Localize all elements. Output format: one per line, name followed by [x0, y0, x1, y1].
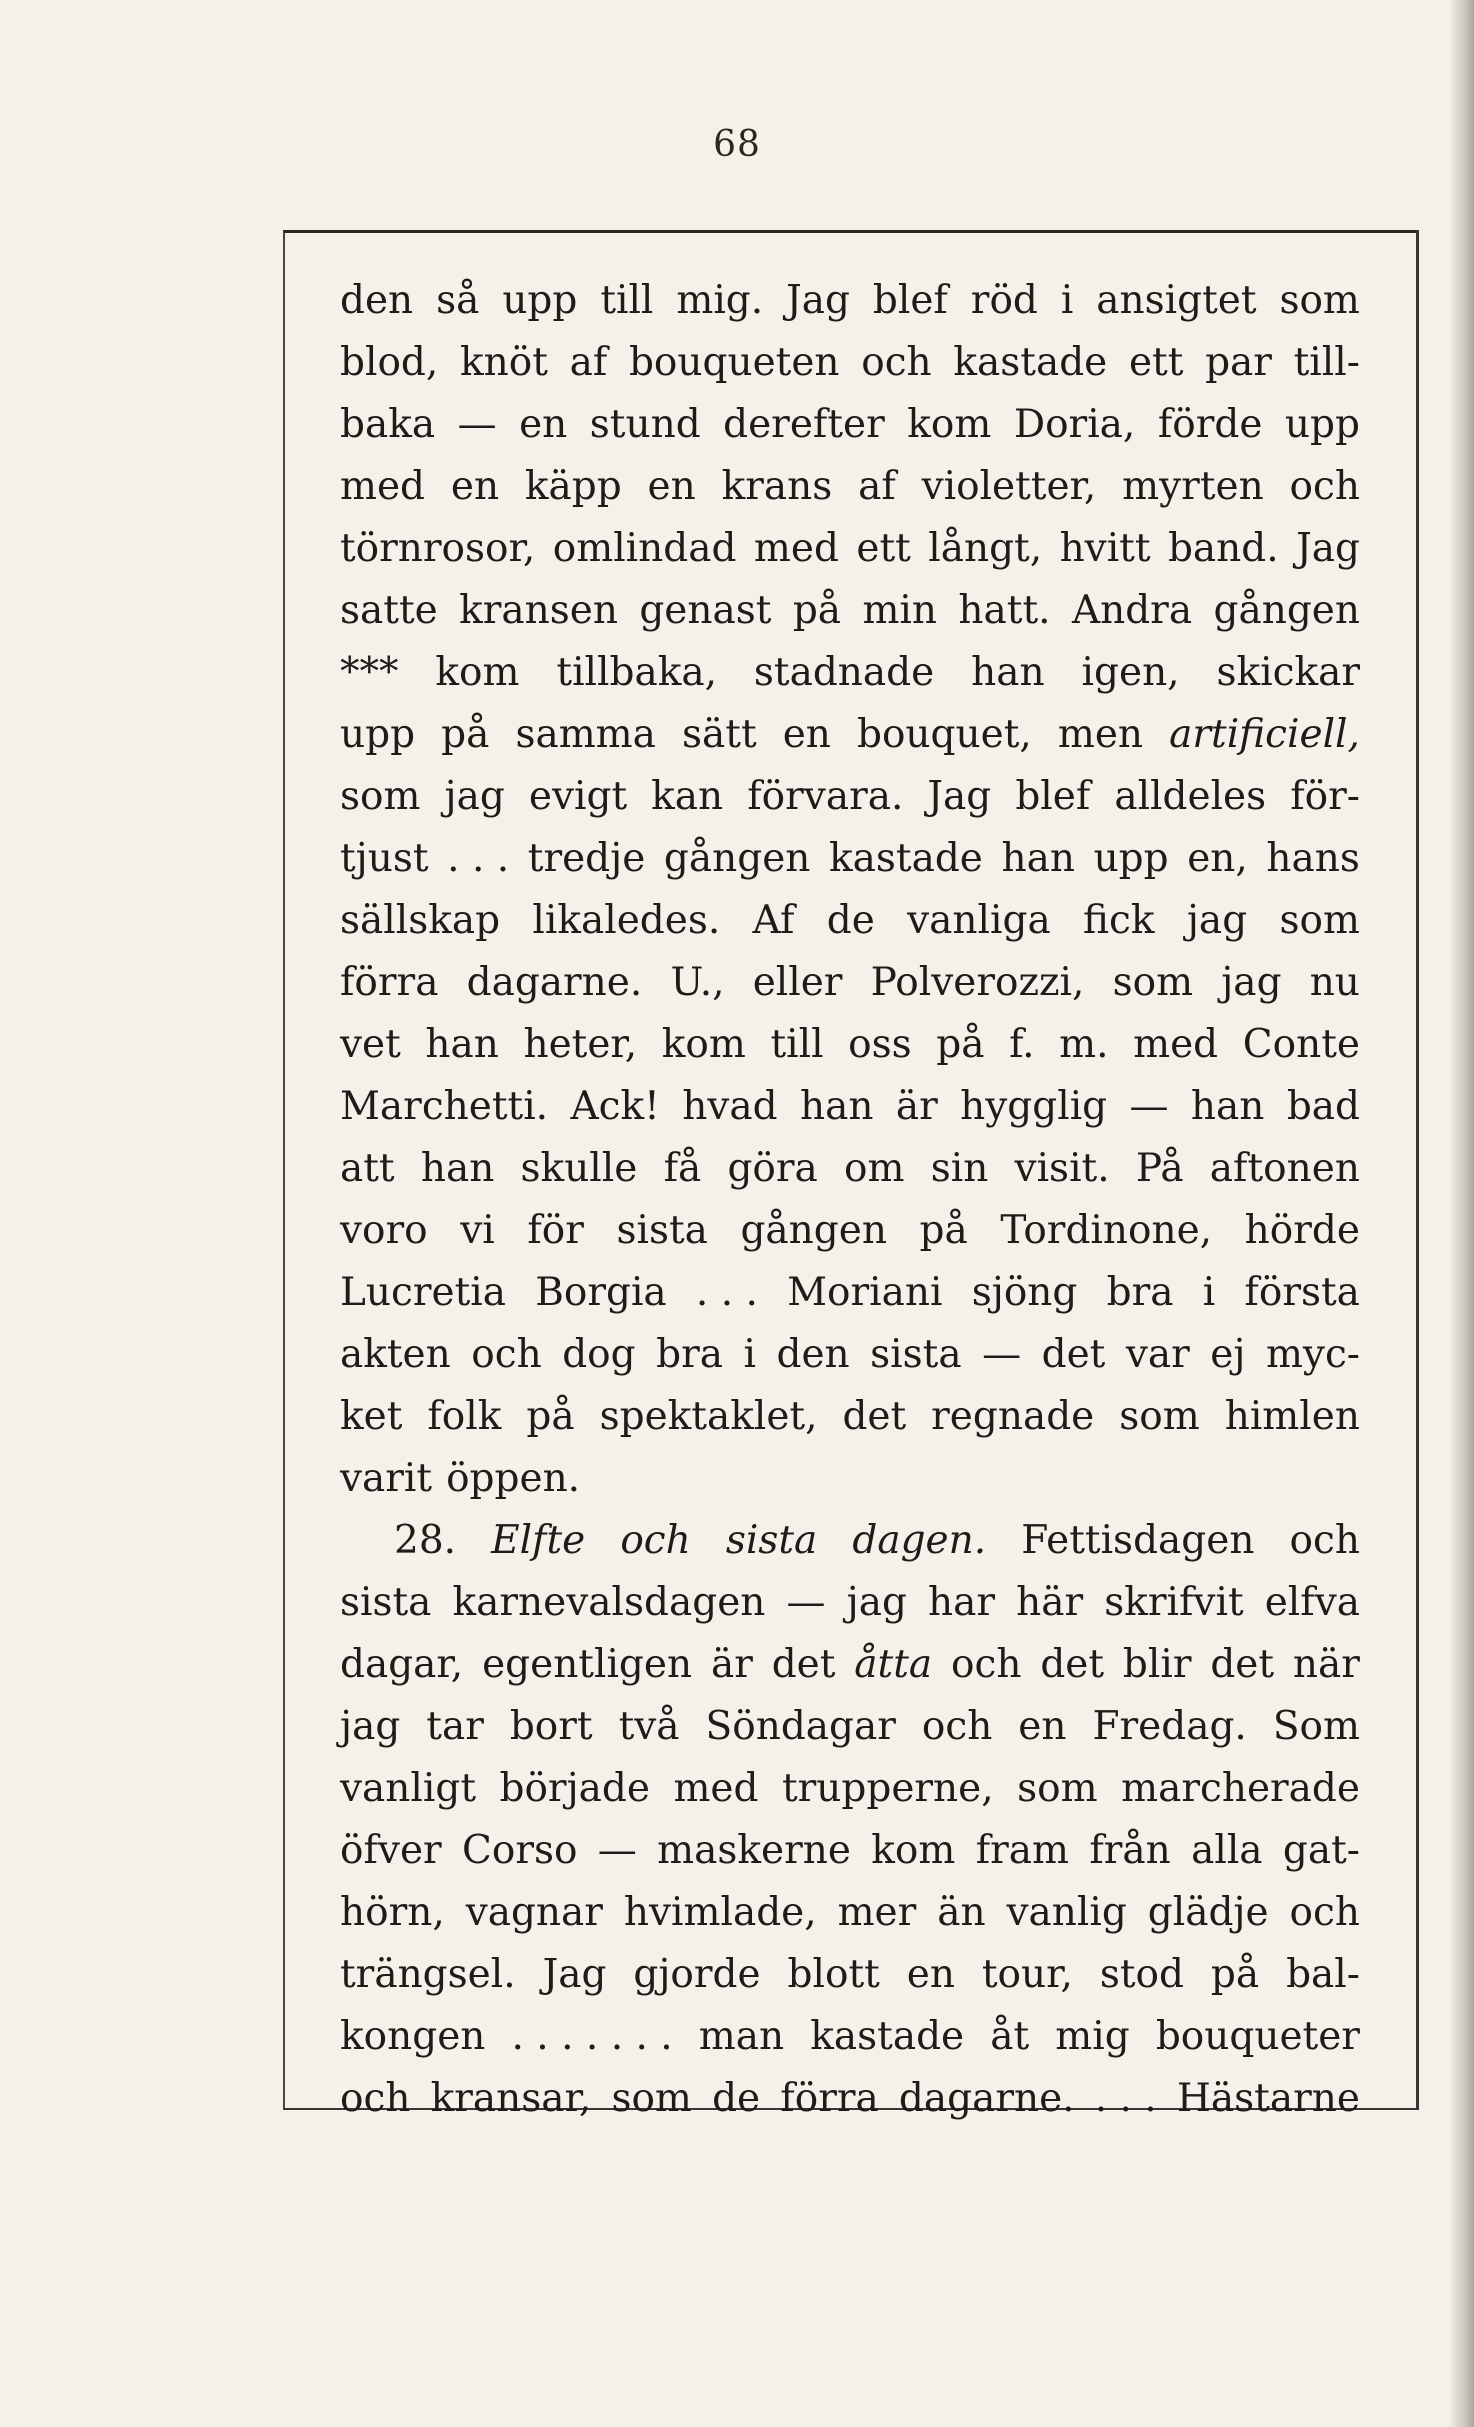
word: började	[499, 1766, 650, 1811]
word: Marchetti.	[340, 1084, 549, 1129]
word: sjöng	[971, 1270, 1078, 1315]
word: han	[1001, 836, 1075, 881]
word: sällskap	[340, 898, 501, 943]
text-line	[340, 1448, 1360, 1510]
word: igen,	[1081, 650, 1180, 695]
word: med	[753, 526, 839, 571]
word: ansigtet	[1096, 278, 1257, 323]
word: åtta	[854, 1642, 933, 1687]
word: åt	[990, 2014, 1030, 2059]
word: hvitt	[1059, 526, 1151, 571]
word: Jag	[927, 774, 992, 819]
word: Polverozzi,	[870, 960, 1085, 1005]
word: ej	[1210, 1332, 1246, 1377]
word: hörn,	[340, 1890, 445, 1935]
word: sista	[340, 1580, 432, 1625]
word: oss	[848, 1022, 912, 1067]
word: varit	[340, 1456, 433, 1501]
word: . . . . . . .	[511, 2014, 673, 2059]
word: Doria,	[1013, 402, 1136, 447]
word: sista	[616, 1208, 708, 1253]
word: en	[450, 464, 500, 509]
word: skulle	[520, 1146, 638, 1191]
word: fick	[1083, 898, 1155, 943]
text-line	[340, 828, 1360, 890]
word: fram	[975, 1828, 1069, 1873]
word: han	[799, 1084, 874, 1129]
word: stod	[1099, 1952, 1184, 1997]
word: omlindad	[552, 526, 737, 571]
page-edge-shadow	[1448, 0, 1474, 2427]
word: ***	[340, 650, 399, 695]
word: jag	[1186, 898, 1248, 943]
word: och	[921, 1704, 993, 1749]
word: skrifvit	[1104, 1580, 1244, 1625]
word: hvimlade,	[623, 1890, 817, 1935]
word: gat-	[1282, 1828, 1360, 1873]
word: U.,	[670, 960, 725, 1005]
word: kransen	[459, 588, 618, 633]
word: en	[782, 712, 831, 757]
text-line	[340, 1262, 1360, 1324]
word: förvara.	[747, 774, 904, 819]
word: sätt	[682, 712, 757, 757]
text-line	[340, 580, 1360, 642]
word: På	[1135, 1146, 1184, 1191]
text-line	[340, 1138, 1360, 1200]
word: som	[340, 774, 421, 819]
word: trupperne,	[781, 1766, 994, 1811]
word: ett	[856, 526, 911, 571]
word: nu	[1309, 960, 1360, 1005]
word: kongen	[340, 2014, 486, 2059]
word: det	[1210, 1642, 1275, 1687]
word: kan	[651, 774, 724, 819]
word: öfver	[340, 1828, 442, 1873]
word: en	[647, 464, 696, 509]
word: alldeles	[1114, 774, 1267, 819]
word: alla	[1191, 1828, 1263, 1873]
body-text	[340, 270, 1360, 2130]
word: den	[776, 1332, 850, 1377]
word: kastade	[953, 340, 1108, 385]
word: band.	[1167, 526, 1279, 571]
text-line	[340, 2006, 1360, 2068]
text-line	[340, 704, 1360, 766]
word: vanliga	[907, 898, 1051, 943]
word: violetter,	[921, 464, 1097, 509]
word: jag	[1221, 960, 1282, 1005]
word: som	[611, 2076, 692, 2121]
text-line	[340, 1324, 1360, 1386]
word: en	[1018, 1704, 1067, 1749]
word: mer	[837, 1890, 917, 1935]
word: regnade	[931, 1394, 1095, 1439]
word: gången	[1213, 588, 1360, 633]
word: satte	[340, 588, 438, 633]
word: han	[420, 1146, 495, 1191]
word: till	[770, 1022, 824, 1067]
text-frame-right-rule	[1416, 230, 1419, 2110]
text-line	[340, 1944, 1360, 2006]
word: i	[1060, 278, 1074, 323]
text-line	[340, 1572, 1360, 1634]
word: kom	[907, 402, 992, 447]
page-number: 68	[713, 124, 761, 165]
word: käpp	[524, 464, 622, 509]
word: för	[527, 1208, 584, 1253]
word: Ack!	[570, 1084, 660, 1129]
word: hörde	[1244, 1208, 1360, 1253]
word: vet	[340, 1022, 401, 1067]
word: min	[862, 588, 938, 633]
word: jag	[846, 1580, 907, 1625]
word: hvad	[682, 1084, 778, 1129]
word: —	[457, 402, 497, 447]
word: sista	[870, 1332, 962, 1377]
word: voro	[340, 1208, 428, 1253]
word: bort	[509, 1704, 593, 1749]
word: upp	[340, 712, 416, 757]
word: mig.	[676, 278, 764, 323]
word: tar	[426, 1704, 484, 1749]
word: öppen.	[446, 1456, 581, 1501]
word: glädje	[1147, 1890, 1269, 1935]
word: upp	[1093, 836, 1169, 881]
word: till-	[1293, 340, 1360, 385]
word: om	[844, 1146, 905, 1191]
word: tredje	[527, 836, 646, 881]
word: derefter	[723, 402, 885, 447]
word: han	[971, 650, 1045, 695]
word: blef	[872, 278, 948, 323]
word: få	[663, 1146, 702, 1191]
word: och	[340, 2076, 411, 2121]
text-line	[340, 1758, 1360, 1820]
word: —	[982, 1332, 1022, 1377]
word: tour,	[981, 1952, 1073, 1997]
word: och	[951, 1642, 1022, 1687]
word: förde	[1157, 402, 1263, 447]
word: samma	[515, 712, 656, 757]
word: på	[1210, 1952, 1260, 1997]
word: blir	[1122, 1642, 1192, 1687]
word: dog	[562, 1332, 636, 1377]
word: m.	[1059, 1022, 1109, 1067]
word: af	[858, 464, 896, 509]
word: till	[600, 278, 654, 323]
word: och	[861, 340, 932, 385]
word: det	[842, 1394, 907, 1439]
word: på	[526, 1394, 575, 1439]
word: tjust	[340, 836, 429, 881]
word: det	[771, 1642, 836, 1687]
word: par	[1205, 340, 1272, 385]
word: kom	[661, 1022, 746, 1067]
text-line	[340, 1510, 1360, 1572]
word: en	[906, 1952, 955, 1997]
word: Fredag.	[1092, 1704, 1247, 1749]
text-line	[340, 394, 1360, 456]
word: Tordinone,	[1000, 1208, 1213, 1253]
text-line	[340, 1820, 1360, 1882]
word: det	[1040, 1642, 1105, 1687]
word: Moriani	[787, 1270, 943, 1315]
word: ket	[340, 1394, 403, 1439]
word: i	[1202, 1270, 1216, 1315]
word: och	[471, 1332, 542, 1377]
word: visit.	[1014, 1146, 1110, 1191]
word: . . .	[447, 836, 510, 881]
word: för-	[1290, 774, 1360, 819]
word: upp	[1284, 402, 1360, 447]
word: himlen	[1224, 1394, 1360, 1439]
word: dagarne.	[898, 2076, 1075, 2121]
word: elfva	[1264, 1580, 1360, 1625]
word: första	[1244, 1270, 1360, 1315]
word: men	[1057, 712, 1144, 757]
word: Söndagar	[705, 1704, 896, 1749]
word: trängsel.	[340, 1952, 516, 1997]
word: kastade	[810, 2014, 965, 2059]
word: en,	[1187, 836, 1248, 881]
word: och	[1289, 1890, 1360, 1935]
word: bouqueten	[628, 340, 840, 385]
word: hans	[1266, 836, 1360, 881]
word: hatt.	[958, 588, 1051, 633]
word: här	[1016, 1580, 1084, 1625]
word: dagar,	[340, 1642, 464, 1687]
word: som	[1279, 278, 1360, 323]
word: blott	[787, 1952, 880, 1997]
word: bad	[1286, 1084, 1360, 1129]
word: kransar,	[430, 2076, 592, 2121]
text-line	[340, 642, 1360, 704]
text-line	[340, 456, 1360, 518]
word: baka	[340, 402, 436, 447]
text-line	[340, 332, 1360, 394]
text-line	[340, 270, 1360, 332]
word: gången	[740, 1208, 887, 1253]
word: —	[786, 1580, 826, 1625]
word: förra	[340, 960, 439, 1005]
word: artificiell,	[1169, 712, 1360, 757]
text-line	[340, 890, 1360, 952]
word: stund	[589, 402, 701, 447]
text-line	[340, 1076, 1360, 1138]
word: förra	[780, 2076, 879, 2121]
word: heter,	[523, 1022, 638, 1067]
word: som	[1017, 1766, 1098, 1811]
word: Lucretia	[340, 1270, 506, 1315]
text-line	[340, 952, 1360, 1014]
word: bra	[1106, 1270, 1174, 1315]
word: i	[743, 1332, 756, 1377]
word: . . .	[1094, 2076, 1157, 2121]
word: röd	[970, 278, 1038, 323]
word: på	[792, 588, 842, 633]
word: har	[928, 1580, 996, 1625]
word: vi	[460, 1208, 495, 1253]
text-line	[340, 518, 1360, 580]
word: han	[1190, 1084, 1265, 1129]
word: kom	[435, 650, 520, 695]
text-line	[340, 1882, 1360, 1944]
word: göra	[727, 1146, 818, 1191]
word: likaledes.	[532, 898, 721, 943]
word: så	[436, 278, 480, 323]
word: f.	[1009, 1022, 1035, 1067]
word: Som	[1272, 1704, 1360, 1749]
word: . . .	[695, 1270, 758, 1315]
word: karnevalsdagen	[452, 1580, 766, 1625]
word: bra	[656, 1332, 724, 1377]
word: och	[620, 1518, 691, 1563]
text-line	[340, 1696, 1360, 1758]
text-line	[340, 2068, 1360, 2130]
word: sista	[725, 1518, 818, 1563]
word: dagarne.	[466, 960, 643, 1005]
word: som	[1119, 1394, 1200, 1439]
word: knöt	[459, 340, 548, 385]
text-line	[340, 1634, 1360, 1696]
word: kom	[871, 1828, 956, 1873]
word: de	[712, 2076, 761, 2121]
word: är	[710, 1642, 753, 1687]
word: Af	[752, 898, 795, 943]
word: Conte	[1242, 1022, 1360, 1067]
word: egentligen	[482, 1642, 693, 1687]
word: genast	[639, 588, 772, 633]
word: Corso	[462, 1828, 578, 1873]
word: Borgia	[535, 1270, 667, 1315]
word: Jag	[1296, 526, 1360, 571]
word: myc-	[1265, 1332, 1360, 1377]
word: spektaklet,	[599, 1394, 818, 1439]
word: från	[1089, 1828, 1171, 1873]
word: skickar	[1216, 650, 1360, 695]
word: gjorde	[633, 1952, 761, 1997]
word: vanlig	[1006, 1890, 1127, 1935]
word: folk	[427, 1394, 502, 1439]
word: akten	[340, 1332, 451, 1377]
word: upp	[502, 278, 578, 323]
word: 28.	[394, 1518, 457, 1563]
word: var	[1125, 1332, 1190, 1377]
word: kastade	[829, 836, 983, 881]
word: som	[1279, 898, 1360, 943]
word: törnrosor,	[340, 526, 536, 571]
word: af	[569, 340, 608, 385]
word: evigt	[528, 774, 628, 819]
word: med	[673, 1766, 759, 1811]
text-line	[340, 1014, 1360, 1076]
word: och	[1289, 464, 1360, 509]
word: eller	[752, 960, 843, 1005]
word: stadnade	[753, 650, 935, 695]
word: det	[1041, 1332, 1106, 1377]
word: två	[618, 1704, 680, 1749]
word: på	[919, 1208, 968, 1253]
word: krans	[721, 464, 833, 509]
word: Andra	[1071, 588, 1193, 633]
word: man	[698, 2014, 785, 2059]
word: jag	[444, 774, 505, 819]
word: han	[425, 1022, 499, 1067]
word: och	[1289, 1518, 1360, 1563]
word: ett	[1128, 340, 1184, 385]
word: gången	[663, 836, 811, 881]
word: myrten	[1122, 464, 1264, 509]
word: på	[441, 712, 490, 757]
word: en	[519, 402, 568, 447]
word: jag	[340, 1704, 401, 1749]
word: aftonen	[1209, 1146, 1360, 1191]
word: att	[340, 1146, 395, 1191]
word: —	[597, 1828, 637, 1873]
word: tillbaka,	[556, 650, 717, 695]
word: Hästarne	[1176, 2076, 1360, 2121]
word: sin	[930, 1146, 989, 1191]
word: som	[1112, 960, 1194, 1005]
word: Elfte	[491, 1518, 586, 1563]
word: mig	[1055, 2014, 1130, 2059]
word: hygglig	[960, 1084, 1108, 1129]
word: blod,	[340, 340, 439, 385]
word: långt,	[928, 526, 1043, 571]
text-line	[340, 766, 1360, 828]
word: den	[340, 278, 414, 323]
word: är	[895, 1084, 938, 1129]
word: vagnar	[465, 1890, 603, 1935]
word: blef	[1015, 774, 1091, 819]
word: marcherade	[1121, 1766, 1360, 1811]
word: vanligt	[340, 1766, 476, 1811]
word: på	[936, 1022, 985, 1067]
word: bouqueter	[1155, 2014, 1360, 2059]
word: bal-	[1286, 1952, 1360, 1997]
word: med	[340, 464, 426, 509]
word: Fettisdagen	[1021, 1518, 1255, 1563]
word: Jag	[542, 1952, 607, 1997]
word: när	[1292, 1642, 1360, 1687]
text-line	[340, 1386, 1360, 1448]
word: maskerne	[657, 1828, 851, 1873]
word: än	[937, 1890, 986, 1935]
word: bouquet,	[856, 712, 1032, 757]
word: de	[826, 898, 875, 943]
word: —	[1129, 1084, 1169, 1129]
word: Jag	[786, 278, 850, 323]
text-line	[340, 1200, 1360, 1262]
word: med	[1133, 1022, 1219, 1067]
word: dagen.	[852, 1518, 987, 1563]
